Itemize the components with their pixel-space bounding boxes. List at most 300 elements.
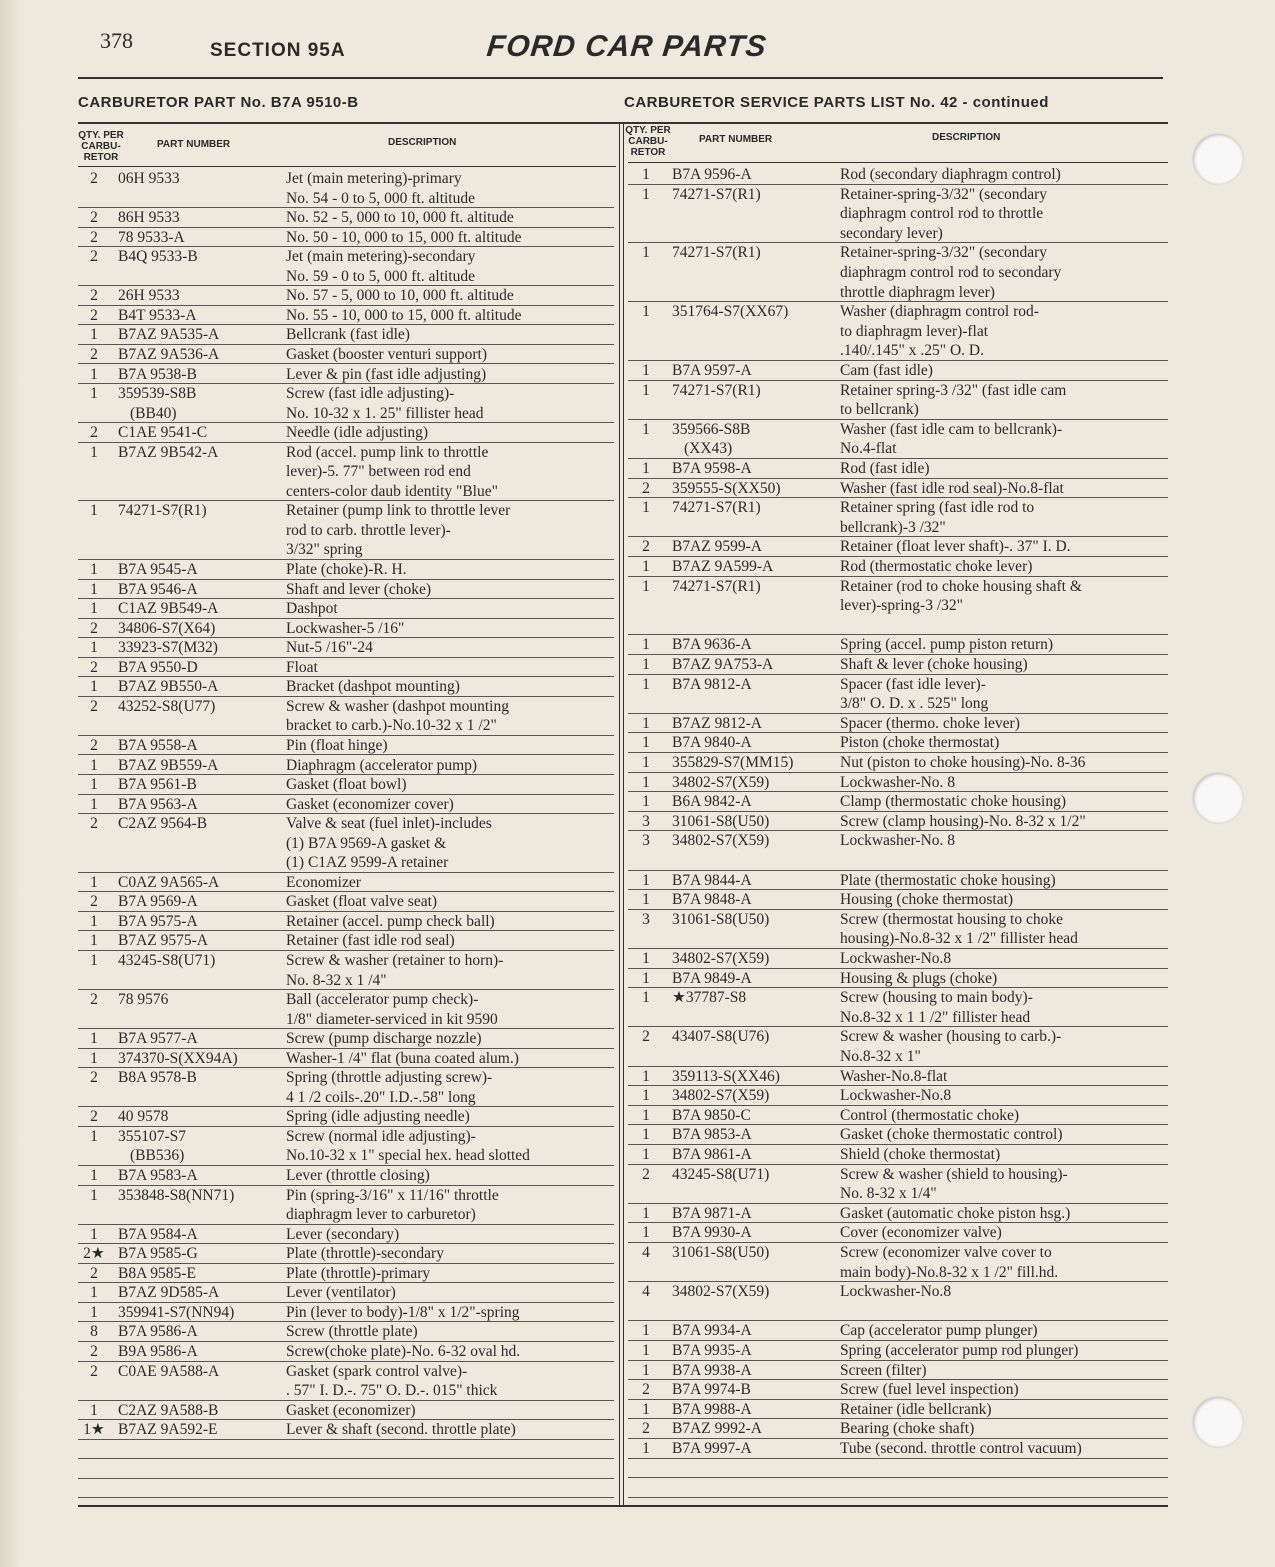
description-cell: [840, 792, 1066, 812]
parts-row: [78, 580, 614, 600]
description-line: Retainer spring-3 /32" (fast idle cam: [840, 381, 1067, 399]
qty-cell: 1: [642, 1204, 650, 1222]
binder-hole-bottom: [1193, 1397, 1243, 1447]
left-description-header: DESCRIPTION: [388, 137, 457, 148]
description-cell: [286, 1049, 519, 1069]
description-cell: [286, 1362, 497, 1401]
qty-cell: 1: [90, 639, 98, 657]
description-cell: [286, 1029, 482, 1049]
parts-row: [78, 814, 614, 873]
description-line: Bellcrank (fast idle): [286, 326, 410, 344]
qty-cell: 1: [90, 1167, 98, 1185]
parts-row: [78, 443, 614, 502]
qty-cell: 2: [90, 424, 98, 442]
description-line: Plate (throttle)-secondary: [286, 1245, 444, 1263]
description-line: Screw & washer (dashpot mounting: [286, 697, 509, 715]
parts-row: [628, 773, 1168, 793]
part-number-cell: 86H 9533: [118, 209, 180, 227]
parts-row: [628, 988, 1168, 1027]
qty-cell: 1: [90, 1127, 98, 1145]
description-line: (1) C1AZ 9599-A retainer: [286, 854, 449, 872]
description-line: Lockwasher-No.8: [840, 950, 952, 967]
parts-row: [78, 1068, 614, 1107]
description-cell: [286, 736, 388, 756]
qty-cell: 1: [90, 1401, 98, 1419]
part-number-cell: 78 9576: [118, 991, 169, 1009]
parts-row: [78, 697, 614, 736]
qty-cell: 1: [642, 185, 650, 203]
parts-row: [628, 537, 1168, 557]
part-number-cell: B7A 9577-A: [118, 1030, 198, 1048]
parts-row: [78, 892, 614, 912]
part-number-cell: B7A 9575-A: [118, 912, 198, 930]
description-line: Bearing (choke shaft): [840, 1420, 975, 1438]
qty-cell: 1: [642, 1126, 650, 1144]
description-cell: [286, 247, 475, 286]
description-cell: [286, 990, 498, 1029]
part-number-cell: 359941-S7(NN94): [118, 1303, 235, 1321]
part-number-cell: 34802-S7(X59): [672, 773, 770, 791]
description-line: Screw (thermostat housing to choke: [840, 910, 1063, 928]
part-number-cell: 351764-S7(XX67): [672, 303, 789, 321]
description-line: Washer-No.8-flat: [840, 1067, 948, 1085]
parts-row: [78, 795, 614, 815]
description-line: Washer (diaphragm control rod-: [840, 303, 1039, 321]
binder-hole-top: [1193, 134, 1243, 184]
qty-cell: 1: [90, 600, 98, 618]
parts-row: [628, 1145, 1168, 1165]
description-line: Screw & washer (shield to housing)-: [840, 1165, 1068, 1183]
qty-cell: 2: [90, 893, 98, 911]
parts-row: [628, 1439, 1168, 1459]
description-line: Screw (throttle plate): [286, 1323, 418, 1341]
description-cell: [840, 243, 1061, 302]
parts-row: [78, 1244, 614, 1264]
description-cell: [840, 714, 1020, 734]
description-line: Lockwasher-No.8: [840, 1283, 952, 1301]
description-line: housing)-No.8-32 x 1 /2" fillister head: [840, 930, 1078, 948]
description-line: lever)-5. 77" between rod end: [286, 463, 471, 481]
part-number-cell: 34802-S7(X59): [672, 832, 770, 850]
description-line: Spacer (fast idle lever)-: [840, 675, 986, 693]
qty-cell: 1: [90, 952, 98, 969]
description-line: Screw (clamp housing)-No. 8-32 x 1/2": [840, 812, 1086, 830]
section-label: SECTION 95A: [210, 40, 346, 61]
description-line: No.4-flat: [840, 440, 897, 458]
part-number-cell: 34802-S7(X59): [672, 1283, 770, 1301]
description-line: Washer (fast idle rod seal)-No.8-flat: [840, 479, 1064, 497]
description-line: Screw (fuel level inspection): [840, 1381, 1019, 1399]
parts-row: [628, 792, 1168, 812]
qty-cell: 1: [90, 1186, 98, 1204]
description-cell: [286, 1264, 430, 1284]
part-number-cell: B7A 9988-A: [672, 1400, 752, 1418]
qty-cell: 2: [90, 1108, 98, 1126]
description-cell: [840, 420, 1062, 459]
qty-cell: 1: [90, 1303, 98, 1321]
description-line: Tube (second. throttle control vacuum): [840, 1440, 1082, 1457]
description-cell: [840, 1165, 1068, 1204]
qty-cell: 1: [642, 558, 650, 575]
left-header-bottom-rule: [78, 166, 616, 167]
description-line: Screw & washer (retainer to horn)-: [286, 952, 504, 969]
part-number-cell: 31061-S8(U50): [672, 910, 770, 928]
left-qty-header: QTY. PER CARBU- RETOR: [78, 130, 124, 163]
part-number-cell: B7AZ 9B559-A: [118, 756, 219, 774]
parts-row: [628, 1067, 1168, 1087]
description-cell: [840, 185, 1047, 244]
qty-cell: 1: [90, 1225, 98, 1243]
description-line: [840, 1302, 951, 1322]
brand-title: FORD CAR PARTS: [485, 30, 769, 63]
parts-row: [628, 165, 1168, 185]
description-cell: [286, 1225, 399, 1245]
qty-cell: 1: [642, 891, 650, 909]
qty-cell: 2: [90, 1264, 98, 1282]
parts-row: [628, 1106, 1168, 1126]
parts-row: [628, 733, 1168, 753]
part-number-cell: 26H 9533: [118, 287, 180, 305]
description-line: throttle diaphragm lever): [840, 283, 995, 301]
part-number-cell: B7AZ 9B550-A: [118, 678, 219, 696]
description-line: Retainer (float lever shaft)-. 37" I. D.: [840, 538, 1071, 556]
description-cell: [286, 775, 407, 795]
part-number-cell: B7A 9997-A: [672, 1440, 752, 1457]
parts-row: [628, 1321, 1168, 1341]
description-cell: [840, 1282, 951, 1321]
part-number-cell: B7A 9585-G: [118, 1245, 198, 1263]
qty-cell: 1: [642, 499, 650, 517]
description-cell: [840, 635, 1053, 655]
part-number-cell: B7A 9558-A: [118, 736, 198, 754]
part-number-suffix: (BB536): [130, 1147, 185, 1165]
qty-cell: 1★: [83, 1421, 105, 1439]
qty-cell: 1: [642, 303, 650, 321]
description-line: Lockwasher-No. 8: [840, 832, 956, 850]
description-cell: [286, 580, 431, 600]
description-line: Screw (normal idle adjusting)-: [286, 1127, 476, 1145]
parts-row: [628, 655, 1168, 675]
part-number-cell: B7A 9596-A: [672, 166, 752, 183]
parts-row: [78, 560, 614, 580]
description-cell: [286, 1127, 530, 1166]
part-number-cell: B7A 9974-B: [672, 1381, 751, 1399]
description-cell: [286, 1401, 416, 1421]
description-line: Cap (accelerator pump plunger): [840, 1322, 1038, 1340]
part-number-cell: 43245-S8(U71): [118, 952, 216, 969]
part-number-cell: B7A 9586-A: [118, 1323, 198, 1341]
description-line: to bellcrank): [840, 401, 919, 419]
part-number-suffix: (BB40): [130, 404, 177, 422]
description-line: No. 59 - 0 to 5, 000 ft. altitude: [286, 267, 475, 285]
description-cell: [286, 325, 410, 345]
description-cell: [840, 498, 1034, 537]
part-number-cell: B7AZ 9812-A: [672, 714, 762, 732]
description-line: Spring (throttle adjusting screw)-: [286, 1069, 493, 1087]
qty-cell: 1: [90, 1049, 98, 1067]
description-line: .140/.145" x .25" O. D.: [840, 342, 984, 360]
description-line: Lockwasher-5 /16": [286, 619, 405, 637]
part-number-cell: 06H 9533: [118, 170, 180, 187]
part-number-cell: B7AZ 9B542-A: [118, 443, 219, 461]
qty-cell: 2: [642, 1381, 650, 1399]
description-cell: [286, 697, 509, 736]
description-line: Shield (choke thermostat): [840, 1146, 1001, 1163]
description-cell: [286, 873, 361, 893]
parts-row: [628, 557, 1168, 577]
part-number-cell: B7A 9935-A: [672, 1342, 752, 1359]
part-number-cell: B7A 9636-A: [672, 636, 752, 654]
parts-row: [628, 1223, 1168, 1243]
part-number-cell: B7AZ 9575-A: [118, 932, 208, 950]
qty-cell: 2: [642, 538, 650, 556]
part-number-cell: B7A 9598-A: [672, 460, 752, 477]
part-number-cell: B7AZ 9992-A: [672, 1420, 762, 1438]
qty-cell: 1: [642, 793, 650, 811]
parts-row: [78, 384, 614, 423]
part-number-cell: 355107-S7: [118, 1127, 187, 1145]
description-line: 1/8" diameter-serviced in kit 9590: [286, 1010, 498, 1028]
description-cell: [840, 773, 955, 793]
description-cell: [286, 756, 477, 776]
parts-row: [628, 1380, 1168, 1400]
right-description-header: DESCRIPTION: [932, 132, 1001, 143]
description-cell: [286, 560, 407, 580]
qty-cell: 1: [90, 443, 98, 461]
description-cell: [840, 1380, 1019, 1400]
parts-row: [78, 1049, 614, 1069]
qty-cell: 2: [90, 345, 98, 363]
part-number-cell: 74271-S7(R1): [672, 499, 761, 517]
qty-cell: 1: [642, 989, 650, 1007]
description-line: Pin (float hinge): [286, 736, 388, 754]
parts-row: [78, 325, 614, 345]
description-cell: [840, 1321, 1038, 1341]
parts-row: [78, 1283, 614, 1303]
parts-row: [628, 1400, 1168, 1420]
description-cell: [840, 1400, 991, 1420]
description-line: Retainer (accel. pump check ball): [286, 912, 495, 930]
part-number-cell: 74271-S7(R1): [672, 185, 761, 203]
description-cell: [286, 1186, 499, 1225]
description-line: to diaphragm lever)-flat: [840, 322, 989, 340]
description-cell: [840, 949, 951, 969]
parts-row: [628, 949, 1168, 969]
qty-cell: 2: [642, 479, 650, 497]
part-number-cell: B7A 9546-A: [118, 580, 198, 598]
parts-row: [78, 365, 614, 385]
parts-row: [628, 420, 1168, 459]
parts-row: [78, 756, 614, 776]
parts-row: [628, 831, 1168, 870]
description-line: Retainer (fast idle rod seal): [286, 932, 455, 950]
parts-row: [628, 1361, 1168, 1381]
parts-row: [78, 345, 614, 365]
description-line: 4 1 /2 coils-.20" I.D.-.58" long: [286, 1088, 476, 1106]
description-cell: [840, 1086, 951, 1106]
description-line: Screw (pump discharge nozzle): [286, 1030, 482, 1048]
description-line: No.10-32 x 1" special hex. head slotted: [286, 1147, 530, 1165]
description-cell: [840, 871, 1056, 891]
qty-cell: 1: [642, 675, 650, 693]
part-number-cell: 78 9533-A: [118, 228, 185, 246]
description-line: diaphragm control rod to throttle: [840, 205, 1044, 223]
qty-cell: 1: [642, 1361, 650, 1379]
part-number-cell: B4Q 9533-B: [118, 248, 198, 266]
part-number-cell: B7A 9538-B: [118, 365, 197, 383]
description-line: No. 50 - 10, 000 to 15, 000 ft. altitude: [286, 228, 522, 246]
description-cell: [840, 812, 1086, 832]
part-number-cell: B7A 9934-A: [672, 1322, 752, 1340]
description-cell: [286, 1303, 520, 1323]
description-cell: [840, 988, 1033, 1027]
description-cell: [840, 890, 1013, 910]
parts-row: [628, 871, 1168, 891]
right-header-bottom-rule: [628, 162, 1168, 163]
parts-row: [78, 247, 614, 286]
description-cell: [286, 814, 492, 873]
description-cell: [840, 753, 1085, 773]
description-cell: [286, 658, 318, 678]
qty-cell: 2: [90, 658, 98, 676]
part-number-cell: B7AZ 9A535-A: [118, 326, 220, 344]
description-cell: [840, 1243, 1058, 1282]
qty-cell: 1: [642, 381, 650, 399]
parts-row: [628, 243, 1168, 302]
part-number-cell: 33923-S7(M32): [118, 639, 218, 657]
description-line: Dashpot: [286, 600, 338, 618]
part-number-cell: 34802-S7(X59): [672, 1087, 770, 1105]
part-number-cell: ★37787-S8: [672, 989, 747, 1007]
part-number-cell: B7A 9938-A: [672, 1361, 752, 1379]
parts-row: [628, 890, 1168, 910]
qty-cell: 2: [90, 306, 98, 324]
qty-cell: 1: [642, 1087, 650, 1105]
part-number-cell: 74271-S7(R1): [672, 381, 761, 399]
description-cell: [840, 1361, 927, 1381]
qty-cell: 1: [642, 166, 650, 183]
description-cell: [286, 1166, 430, 1186]
description-line: secondary lever): [840, 224, 943, 242]
qty-cell: 1: [90, 385, 98, 403]
part-number-cell: B7A 9930-A: [672, 1224, 752, 1242]
description-line: Gasket (economizer cover): [286, 795, 454, 813]
description-cell: [840, 675, 988, 714]
description-line: Housing (choke thermostat): [840, 891, 1014, 909]
description-line: Retainer (idle bellcrank): [840, 1400, 992, 1418]
column-divider-2: [623, 122, 624, 1505]
part-number-cell: 359555-S(XX50): [672, 479, 781, 497]
left-part-number-header: PART NUMBER: [157, 139, 231, 150]
empty-row-rule: [628, 1477, 1168, 1478]
description-line: No.8-32 x 1": [840, 1047, 921, 1065]
parts-row: [628, 969, 1168, 989]
description-cell: [286, 286, 514, 306]
parts-row: [628, 1125, 1168, 1145]
part-number-cell: B7A 9583-A: [118, 1167, 198, 1185]
description-cell: [840, 910, 1078, 949]
description-line: diaphragm lever to carburetor): [286, 1206, 476, 1224]
description-line: Cam (fast idle): [840, 362, 933, 379]
part-number-cell: C2AZ 9A588-B: [118, 1401, 219, 1419]
description-line: Lever & pin (fast idle adjusting): [286, 365, 487, 383]
parts-row: [78, 1362, 614, 1401]
description-cell: [840, 969, 997, 989]
parts-row: [78, 1225, 614, 1245]
qty-cell: 2: [642, 1028, 650, 1046]
qty-cell: 3: [642, 910, 650, 928]
parts-row: [78, 1166, 614, 1186]
qty-cell: 1: [90, 912, 98, 930]
page-edge: [0, 0, 22, 1567]
description-line: [840, 851, 955, 871]
description-line: Rod (thermostatic choke lever): [840, 558, 1033, 575]
description-cell: [840, 1067, 947, 1087]
part-number-suffix: (XX43): [684, 440, 733, 458]
description-line: 3/32" spring: [286, 541, 363, 559]
description-line: Nut-5 /16"-24: [286, 639, 373, 657]
description-line: diaphragm control rod to secondary: [840, 263, 1062, 281]
description-line: Jet (main metering)-secondary: [286, 248, 476, 266]
part-number-cell: B7A 9550-D: [118, 658, 198, 676]
right-table-title: CARBURETOR SERVICE PARTS LIST No. 42 - continued: [624, 94, 1049, 111]
qty-cell: 2: [90, 736, 98, 754]
part-number-cell: 74271-S7(R1): [118, 502, 207, 520]
parts-row: [628, 812, 1168, 832]
description-cell: [840, 831, 955, 870]
description-cell: [286, 384, 483, 423]
qty-cell: 1: [642, 1224, 650, 1242]
parts-row: [628, 381, 1168, 420]
description-cell: [286, 1068, 492, 1107]
description-line: No.8-32 x 1 1 /2" fillister head: [840, 1008, 1031, 1026]
part-number-cell: B7AZ 9A753-A: [672, 656, 774, 673]
parts-row: [628, 1419, 1168, 1439]
description-cell: [286, 169, 475, 208]
parts-row: [628, 753, 1168, 773]
description-cell: [840, 577, 1082, 636]
parts-row: [628, 1341, 1168, 1361]
description-line: Retainer-spring-3/32" (secondary: [840, 185, 1048, 203]
parts-row: [78, 912, 614, 932]
description-line: Gasket (spark control valve)-: [286, 1362, 468, 1380]
qty-cell: 1: [642, 950, 650, 967]
qty-cell: 1: [642, 969, 650, 987]
description-cell: [840, 1341, 1078, 1361]
description-line: Gasket (automatic choke piston hsg.): [840, 1204, 1071, 1222]
description-cell: [286, 912, 495, 932]
description-line: Lever (throttle closing): [286, 1167, 430, 1185]
description-line: Cover (economizer valve): [840, 1224, 1002, 1242]
description-cell: [286, 931, 455, 951]
parts-row: [628, 459, 1168, 479]
part-number-cell: 359113-S(XX46): [672, 1067, 780, 1085]
part-number-cell: 359566-S8B: [672, 420, 751, 438]
qty-cell: 1: [642, 1146, 650, 1163]
part-number-cell: B6A 9842-A: [672, 793, 752, 811]
description-cell: [286, 951, 503, 990]
description-cell: [840, 557, 1032, 577]
description-cell: [286, 1244, 444, 1264]
qty-cell: 1: [642, 1067, 650, 1085]
part-number-cell: 355829-S7(MM15): [672, 754, 794, 771]
part-number-cell: B7A 9850-C: [672, 1106, 751, 1124]
qty-cell: 2: [90, 170, 98, 187]
parts-row: [78, 736, 614, 756]
description-line: Spacer (thermo. choke lever): [840, 714, 1020, 732]
description-line: Gasket (choke thermostatic control): [840, 1126, 1063, 1144]
description-cell: [840, 1027, 1061, 1066]
